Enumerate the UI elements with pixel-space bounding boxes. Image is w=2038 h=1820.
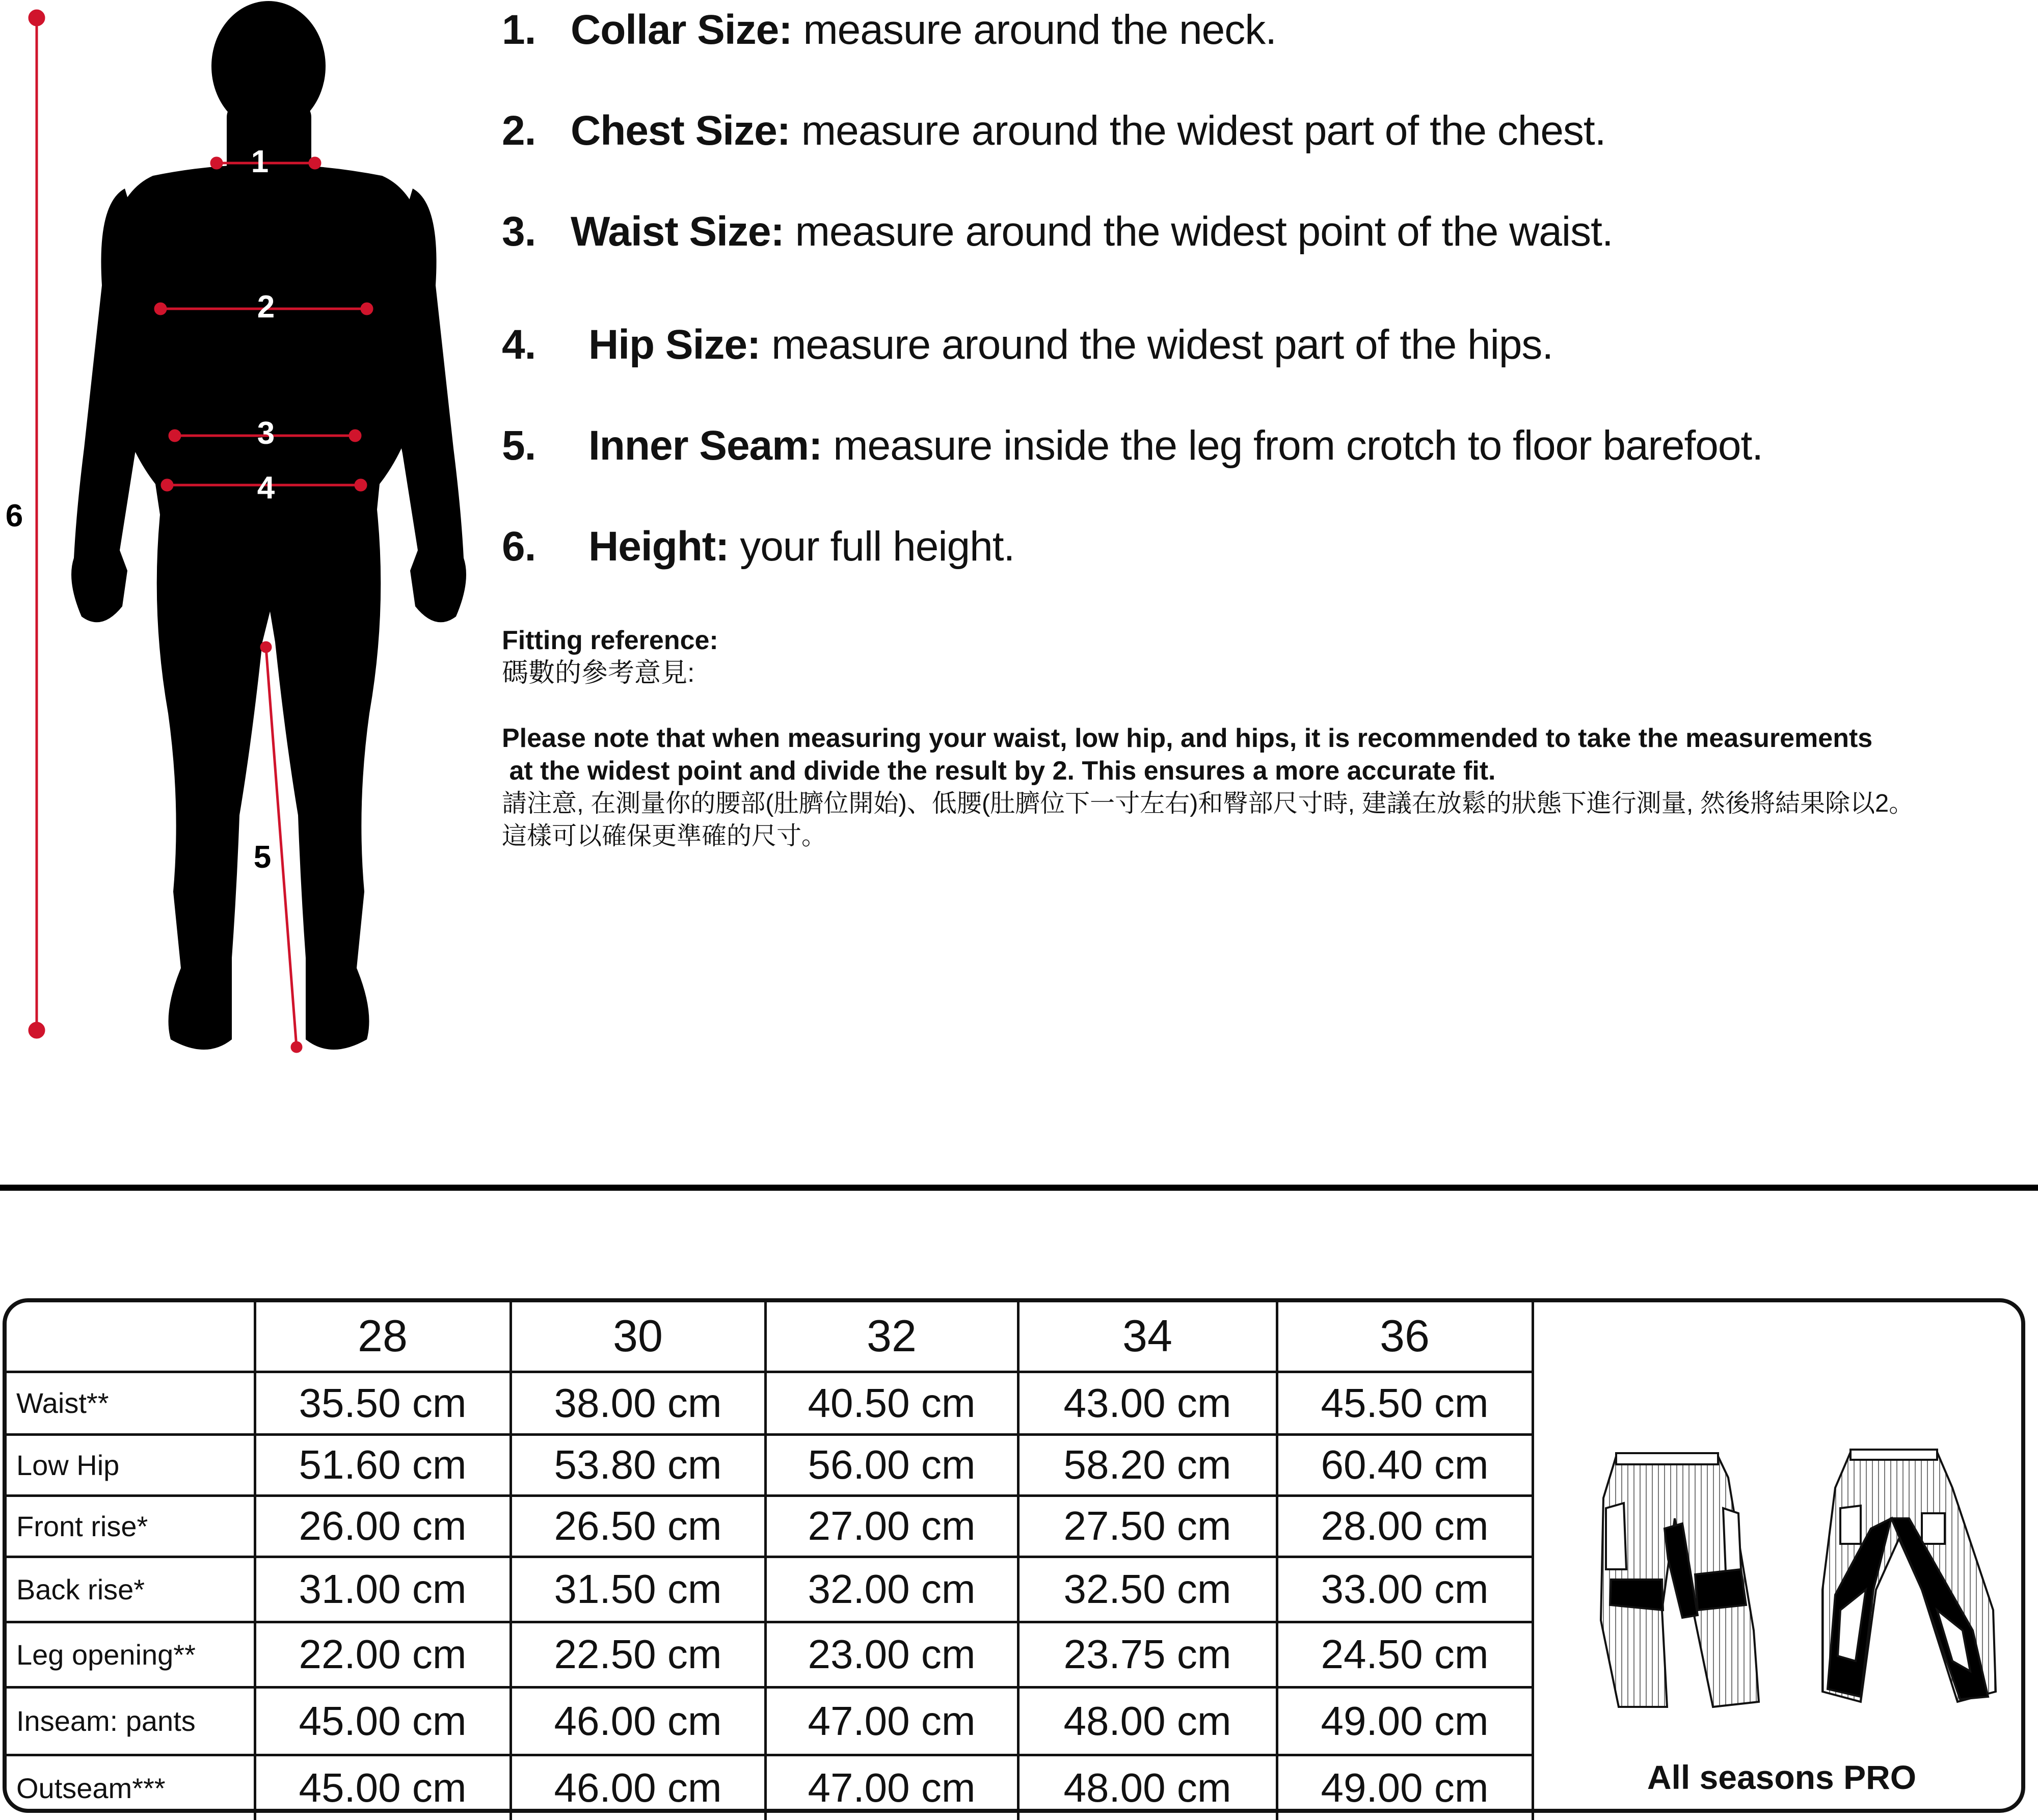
table-cell: 27.50 cm (1018, 1495, 1277, 1557)
section-divider (0, 1185, 2038, 1191)
table-cell: 26.50 cm (511, 1495, 765, 1557)
measurement-desc: your full height. (740, 523, 1015, 570)
table-cell: 45.00 cm (255, 1755, 511, 1820)
size-header: 28 (255, 1302, 511, 1372)
table-cell: 26.00 cm (255, 1495, 511, 1557)
table-row (6, 1687, 1533, 1755)
table-cell: 47.00 cm (765, 1755, 1018, 1820)
table-cell: 35.50 cm (255, 1372, 511, 1434)
pants-back-icon (1822, 1450, 1996, 1702)
table-cell: 58.20 cm (1018, 1434, 1277, 1495)
pants-front-icon (1601, 1453, 1759, 1707)
product-name: All seasons PRO (1647, 1758, 1917, 1796)
row-label: Inseam: pants (6, 1687, 255, 1755)
measurement-name: Hip Size: (588, 322, 761, 368)
table-cell: 32.00 cm (765, 1557, 1018, 1622)
fitting-note-zh-1: 請注意, 在測量你的腰部(肚臍位開始)、低腰(肚臍位下一寸左右)和臀部尺寸時, 建議在放鬆的狀態下進行測量, 然後將結果除以2。 (502, 790, 1914, 817)
row-label: Outseam*** (6, 1755, 255, 1820)
figure-label-2: 2 (257, 289, 275, 325)
row-label: Front rise* (6, 1495, 255, 1557)
fitting-notes (502, 624, 1914, 852)
body-measurement-figure (0, 0, 489, 1070)
size-header: 32 (765, 1302, 1018, 1372)
measurement-number: 2. (502, 108, 536, 154)
row-label: Low Hip (6, 1434, 255, 1495)
measurement-number: 3. (502, 208, 536, 255)
table-cell: 45.00 cm (255, 1687, 511, 1755)
fitting-note-zh-2: 這樣可以確保更準確的尺寸。 (502, 822, 827, 850)
table-corner (6, 1302, 255, 1372)
table-cell: 56.00 cm (765, 1434, 1018, 1495)
table-cell: 32.50 cm (1018, 1557, 1277, 1622)
table-cell: 22.50 cm (511, 1622, 765, 1687)
table-cell: 23.00 cm (765, 1622, 1018, 1687)
table-cell: 31.00 cm (255, 1557, 511, 1622)
measurement-desc: measure around the neck. (803, 7, 1277, 53)
measurement-number: 1. (502, 7, 536, 53)
table-cell: 45.50 cm (1277, 1372, 1533, 1434)
measurement-desc: measure around the widest point of the waist. (795, 208, 1613, 255)
table-row (6, 1372, 1533, 1434)
table-cell: 38.00 cm (511, 1372, 765, 1434)
table-cell: 33.00 cm (1277, 1557, 1533, 1622)
fitting-heading-zh: 碼數的參考意見: (502, 658, 695, 688)
table-cell: 28.00 cm (1277, 1495, 1533, 1557)
size-header: 36 (1277, 1302, 1533, 1372)
figure-label-5: 5 (253, 840, 272, 875)
table-cell: 53.80 cm (511, 1434, 765, 1495)
table-row (6, 1434, 1533, 1495)
table-cell: 49.00 cm (1277, 1755, 1533, 1820)
measurement-desc: measure inside the leg from crotch to floor barefoot. (833, 422, 1763, 469)
measurement-desc: measure around the widest part of the hips. (771, 322, 1553, 368)
table-cell: 51.60 cm (255, 1434, 511, 1495)
measurement-name: Inner Seam: (588, 422, 822, 469)
table-cell: 24.50 cm (1277, 1622, 1533, 1687)
row-label: Back rise* (6, 1557, 255, 1622)
measurement-number: 4. (502, 322, 536, 368)
body-silhouette (71, 1, 466, 1050)
table-row (6, 1622, 1533, 1687)
table-row (6, 1557, 1533, 1622)
size-header: 34 (1018, 1302, 1277, 1372)
table-cell: 48.00 cm (1018, 1755, 1277, 1820)
table-cell: 27.00 cm (765, 1495, 1018, 1557)
table-cell: 23.75 cm (1018, 1622, 1277, 1687)
table-cell: 60.40 cm (1277, 1434, 1533, 1495)
table-cell: 46.00 cm (511, 1687, 765, 1755)
measurement-name: Height: (588, 523, 729, 570)
table-row (6, 1755, 1533, 1820)
figure-label-4: 4 (257, 470, 275, 505)
measurement-name: Chest Size: (571, 108, 790, 154)
table-cell: 43.00 cm (1018, 1372, 1277, 1434)
fitting-note-line-2: at the widest point and divide the result by 2. This ensures a more accurate fit. (502, 756, 1496, 786)
measurement-number: 5. (502, 422, 536, 469)
product-illustration (1535, 1304, 2019, 1809)
table-cell: 31.50 cm (511, 1557, 765, 1622)
table-cell: 49.00 cm (1277, 1687, 1533, 1755)
row-label: Waist** (6, 1372, 255, 1434)
measurement-name: Collar Size: (571, 7, 792, 53)
measurement-number: 6. (502, 523, 536, 570)
table-cell: 22.00 cm (255, 1622, 511, 1687)
table-row (6, 1495, 1533, 1557)
row-label: Leg opening** (6, 1622, 255, 1687)
figure-label-1: 1 (251, 144, 269, 179)
fitting-note-line-1: Please note that when measuring your waist, low hip, and hips, it is recommended to take the measurements (502, 724, 1873, 753)
measurement-desc: measure around the widest part of the chest. (801, 108, 1606, 154)
table-cell: 48.00 cm (1018, 1687, 1277, 1755)
measurement-name: Waist Size: (571, 208, 784, 255)
table-cell: 40.50 cm (765, 1372, 1018, 1434)
size-chart-table (6, 1302, 1534, 1820)
fitting-heading: Fitting reference: (502, 626, 718, 655)
table-cell: 46.00 cm (511, 1755, 765, 1820)
size-header: 30 (511, 1302, 765, 1372)
table-cell: 47.00 cm (765, 1687, 1018, 1755)
figure-label-6: 6 (5, 498, 23, 533)
figure-label-3: 3 (257, 416, 275, 451)
